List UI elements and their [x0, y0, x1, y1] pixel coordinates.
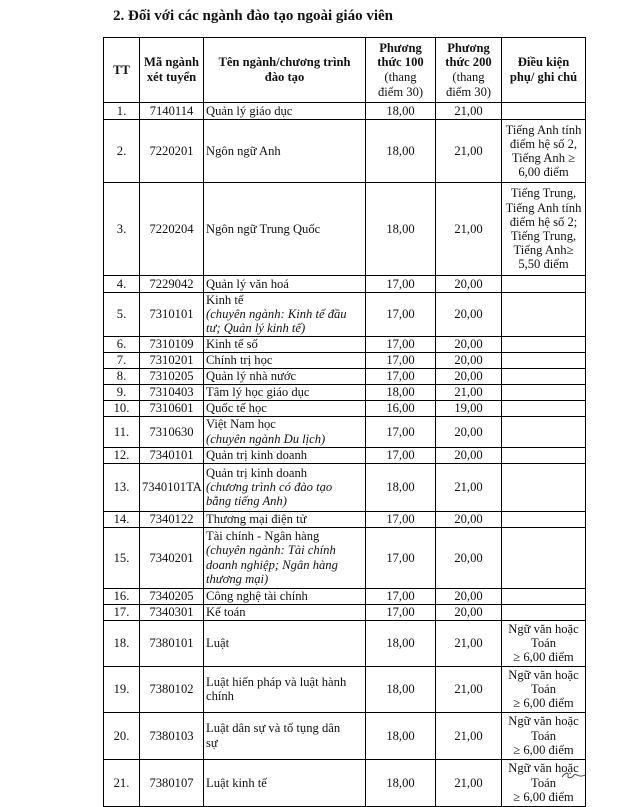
cell-m100: 18,00	[366, 712, 436, 759]
note-line: Tiếng Anh tính	[505, 122, 582, 137]
program-name: Chính trị học	[206, 353, 273, 367]
cell-note	[502, 447, 586, 463]
program-specialization: thương mại)	[206, 571, 269, 586]
cell-m100: 17,00	[366, 276, 436, 293]
program-name: Công nghệ tài chính	[206, 589, 308, 603]
program-name: Quản lý giáo dục	[206, 103, 293, 118]
cell-m100: 17,00	[366, 447, 436, 463]
cell-tt: 12.	[104, 447, 140, 463]
cell-m200: 20,00	[436, 511, 502, 527]
col-header-code-line1: Mã ngành	[144, 55, 199, 70]
cell-note	[502, 336, 586, 352]
cell-m100: 17,00	[366, 293, 436, 337]
cell-m100: 17,00	[366, 352, 436, 368]
cell-name	[204, 336, 366, 352]
cell-m200: 21,00	[436, 183, 502, 276]
cell-tt: 11.	[104, 416, 140, 447]
col-header-note-line2: phụ/ ghi chú	[509, 70, 578, 84]
col-header-m200-line1: Phương	[447, 40, 490, 55]
cell-note	[502, 293, 586, 337]
note-line: Toán	[531, 636, 556, 650]
program-name: Ngôn ngữ Trung Quốc	[206, 221, 321, 236]
cell-name	[204, 712, 366, 759]
cell-m200: 20,00	[436, 293, 502, 337]
program-name: Thương mại điện tử	[206, 512, 307, 526]
col-header-tt: TT	[104, 38, 140, 103]
table-row	[104, 447, 586, 463]
cell-m200: 21,00	[436, 384, 502, 400]
cell-m100: 17,00	[366, 604, 436, 620]
cell-tt: 16.	[104, 588, 140, 604]
program-name: Luật dân sự và tố tụng dân	[206, 721, 341, 736]
program-name-cont: chính	[206, 689, 234, 704]
cell-code: 7380103	[140, 712, 204, 759]
section-heading: 2. Đối với các ngành đào tạo ngoài giáo viên	[113, 8, 393, 24]
program-name: Quốc tế học	[206, 401, 267, 415]
cell-note	[502, 712, 586, 759]
cell-name	[204, 352, 366, 368]
note-line: điểm hệ số 2,	[509, 136, 578, 151]
initials-mark	[560, 770, 588, 780]
admission-table	[103, 37, 586, 807]
cell-tt: 10.	[104, 400, 140, 416]
table-row	[104, 712, 586, 759]
table-row	[104, 666, 586, 712]
program-name: Luật	[206, 636, 230, 650]
cell-m100: 16,00	[366, 400, 436, 416]
table-row	[104, 276, 586, 293]
table-row	[104, 620, 586, 666]
note-line: điểm hệ số 2;	[509, 214, 578, 229]
cell-tt: 8.	[104, 368, 140, 384]
cell-code: 7310109	[140, 336, 204, 352]
table-row	[104, 384, 586, 400]
cell-code: 7310201	[140, 352, 204, 368]
cell-note	[502, 183, 586, 276]
program-name: Luật hiến pháp và luật hành	[206, 674, 347, 689]
col-header-m100-line3: (thang	[384, 70, 417, 84]
cell-tt: 6.	[104, 336, 140, 352]
table-row	[104, 103, 586, 120]
cell-tt: 4.	[104, 276, 140, 293]
cell-tt: 2.	[104, 120, 140, 183]
cell-m200: 21,00	[436, 463, 502, 511]
program-specialization: tư; Quản lý kinh tế)	[206, 321, 306, 336]
cell-m200: 21,00	[436, 120, 502, 183]
cell-m200: 21,00	[436, 103, 502, 120]
cell-code: 7340101TA	[140, 463, 204, 511]
table-row	[104, 527, 586, 588]
cell-code: 7310601	[140, 400, 204, 416]
cell-note	[502, 120, 586, 183]
cell-m200: 21,00	[436, 620, 502, 666]
cell-note	[502, 352, 586, 368]
note-line: ≥ 6,00 điểm	[513, 742, 574, 757]
cell-note	[502, 276, 586, 293]
col-header-m200	[436, 38, 502, 103]
cell-name	[204, 463, 366, 511]
program-name: Kinh tế	[206, 293, 244, 307]
program-name: Việt Nam học	[206, 417, 276, 432]
program-specialization: (chuyên ngành Du lịch)	[206, 431, 326, 446]
cell-m100: 17,00	[366, 588, 436, 604]
cell-m100: 17,00	[366, 336, 436, 352]
program-name-cont: sự	[206, 735, 218, 750]
cell-name	[204, 604, 366, 620]
cell-code: 7310101	[140, 293, 204, 337]
cell-tt: 18.	[104, 620, 140, 666]
note-line: ≥ 6,00 điểm	[513, 789, 574, 804]
note-line: Tiếng Trung,	[510, 229, 577, 243]
note-line: Ngữ văn hoặc	[508, 621, 579, 636]
program-specialization: doanh nghiệp; Ngân hàng	[206, 557, 338, 572]
cell-m100: 18,00	[366, 463, 436, 511]
note-line: ≥ 6,00 điểm	[513, 650, 574, 665]
cell-note	[502, 666, 586, 712]
note-line: Tiếng Anh tính	[505, 200, 582, 215]
cell-code: 7220204	[140, 183, 204, 276]
col-header-name	[204, 38, 366, 103]
program-specialization: (chuyên ngành: Tài chính	[206, 543, 336, 558]
table-row	[104, 368, 586, 384]
cell-note	[502, 400, 586, 416]
cell-name	[204, 103, 366, 120]
program-specialization: (chuyên ngành: Kinh tế đầu	[206, 307, 347, 322]
cell-code: 7229042	[140, 276, 204, 293]
cell-tt: 19.	[104, 666, 140, 712]
cell-tt: 5.	[104, 293, 140, 337]
cell-code: 7340101	[140, 447, 204, 463]
cell-name	[204, 183, 366, 276]
cell-m200: 21,00	[436, 666, 502, 712]
table-row	[104, 416, 586, 447]
note-line: Tiếng Trung,	[510, 186, 577, 201]
col-header-m200-line4: điểm 30)	[445, 84, 492, 99]
cell-m200: 20,00	[436, 276, 502, 293]
table-row	[104, 336, 586, 352]
cell-code: 7340201	[140, 527, 204, 588]
cell-note	[502, 384, 586, 400]
col-header-m100-line2: thức 100	[377, 55, 424, 70]
cell-name	[204, 666, 366, 712]
program-name: Kế toán	[206, 605, 246, 619]
cell-tt: 21.	[104, 759, 140, 806]
cell-code: 7380101	[140, 620, 204, 666]
col-header-code-line2: xét tuyển	[146, 70, 197, 84]
cell-name	[204, 120, 366, 183]
cell-m100: 17,00	[366, 527, 436, 588]
cell-m200: 21,00	[436, 759, 502, 806]
cell-m200: 20,00	[436, 368, 502, 384]
cell-code: 7310205	[140, 368, 204, 384]
note-line: Ngữ văn hoặc	[508, 667, 579, 682]
table-row	[104, 400, 586, 416]
cell-tt: 20.	[104, 712, 140, 759]
header-row	[104, 38, 586, 103]
col-header-note	[502, 38, 586, 103]
cell-tt: 13.	[104, 463, 140, 511]
cell-m100: 18,00	[366, 183, 436, 276]
cell-m100: 17,00	[366, 511, 436, 527]
col-header-note-line1: Điều kiện	[517, 55, 570, 70]
cell-m200: 20,00	[436, 447, 502, 463]
table-row	[104, 120, 586, 183]
cell-note	[502, 759, 586, 806]
table-row	[104, 293, 586, 337]
cell-m200: 20,00	[436, 352, 502, 368]
note-line: ≥ 6,00 điểm	[513, 696, 574, 711]
cell-note	[502, 588, 586, 604]
table-body	[104, 103, 586, 807]
cell-tt: 1.	[104, 103, 140, 120]
program-name: Quản trị kinh doanh	[206, 448, 308, 462]
col-header-m200-line3: (thang	[452, 70, 485, 84]
cell-note	[502, 620, 586, 666]
cell-name	[204, 293, 366, 337]
col-header-m100	[366, 38, 436, 103]
cell-tt: 14.	[104, 511, 140, 527]
table-row	[104, 463, 586, 511]
cell-code: 7340205	[140, 588, 204, 604]
cell-name	[204, 276, 366, 293]
cell-name	[204, 511, 366, 527]
col-header-name-line2: đào tạo	[264, 70, 305, 84]
col-header-name-line1: Tên ngành/chương trình	[218, 55, 351, 70]
note-line: Toán	[531, 728, 556, 743]
cell-name	[204, 384, 366, 400]
cell-m200: 21,00	[436, 712, 502, 759]
cell-m100: 18,00	[366, 759, 436, 806]
cell-tt: 9.	[104, 384, 140, 400]
cell-m200: 20,00	[436, 527, 502, 588]
cell-m200: 20,00	[436, 604, 502, 620]
col-header-m100-line1: Phương	[379, 40, 422, 55]
program-name: Kinh tế số	[206, 337, 258, 351]
cell-m200: 20,00	[436, 588, 502, 604]
cell-m200: 20,00	[436, 336, 502, 352]
cell-m100: 18,00	[366, 120, 436, 183]
cell-tt: 17.	[104, 604, 140, 620]
cell-name	[204, 400, 366, 416]
table-row	[104, 511, 586, 527]
cell-note	[502, 368, 586, 384]
note-line: Ngữ văn hoặc	[508, 761, 579, 776]
cell-code: 7140114	[140, 103, 204, 120]
cell-code: 7380102	[140, 666, 204, 712]
cell-tt: 15.	[104, 527, 140, 588]
cell-name	[204, 620, 366, 666]
cell-name	[204, 759, 366, 806]
cell-code: 7310630	[140, 416, 204, 447]
note-line: Toán	[531, 775, 556, 790]
table-row	[104, 352, 586, 368]
cell-m100: 18,00	[366, 620, 436, 666]
cell-m100: 18,00	[366, 384, 436, 400]
cell-name	[204, 588, 366, 604]
cell-name	[204, 368, 366, 384]
note-line: Tiếng Anh≥	[513, 243, 574, 258]
program-name: Ngôn ngữ Anh	[206, 143, 281, 158]
program-name: Tài chính - Ngân hàng	[206, 529, 320, 544]
program-specialization: bằng tiếng Anh)	[206, 494, 287, 509]
cell-m100: 18,00	[366, 666, 436, 712]
cell-m200: 19,00	[436, 400, 502, 416]
cell-m100: 18,00	[366, 103, 436, 120]
cell-note	[502, 511, 586, 527]
cell-note	[502, 416, 586, 447]
cell-tt: 7.	[104, 352, 140, 368]
cell-code: 7310403	[140, 384, 204, 400]
program-name: Quản lý nhà nước	[206, 369, 297, 383]
program-name: Quản lý văn hoá	[206, 276, 289, 291]
cell-name	[204, 416, 366, 447]
col-header-code	[140, 38, 204, 103]
cell-note	[502, 604, 586, 620]
table-row	[104, 759, 586, 806]
note-line: Ngữ văn hoặc	[508, 714, 579, 729]
table-row	[104, 183, 586, 276]
cell-note	[502, 463, 586, 511]
program-name: Quản trị kinh doanh	[206, 465, 308, 480]
cell-m100: 17,00	[366, 416, 436, 447]
note-line: Toán	[531, 682, 556, 696]
col-header-m100-line4: điểm 30)	[377, 84, 424, 99]
cell-code: 7220201	[140, 120, 204, 183]
cell-name	[204, 447, 366, 463]
cell-note	[502, 527, 586, 588]
cell-tt: 3.	[104, 183, 140, 276]
cell-m200: 20,00	[436, 416, 502, 447]
program-name: Luật kinh tế	[206, 775, 267, 790]
program-name: Tâm lý học giáo dục	[206, 385, 310, 399]
cell-m100: 17,00	[366, 368, 436, 384]
table-row	[104, 588, 586, 604]
cell-note	[502, 103, 586, 120]
note-line: Tiếng Anh ≥	[511, 151, 576, 165]
note-line: 6,00 điểm	[518, 165, 569, 180]
cell-code: 7340301	[140, 604, 204, 620]
cell-code: 7380107	[140, 759, 204, 806]
cell-code: 7340122	[140, 511, 204, 527]
program-specialization: (chương trình có đào tạo	[206, 480, 333, 494]
note-line: 5,50 điểm	[518, 257, 569, 272]
cell-name	[204, 527, 366, 588]
table-row	[104, 604, 586, 620]
col-header-m200-line2: thức 200	[445, 55, 492, 70]
